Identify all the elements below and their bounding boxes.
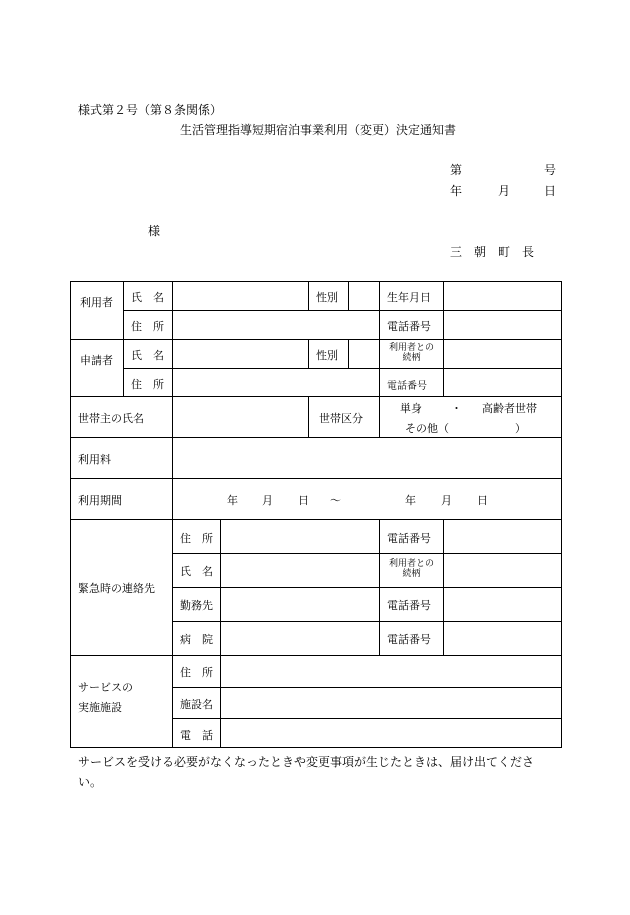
doc-number-prefix: 第 (450, 163, 463, 177)
applicant-phone-label: 電話番号 (387, 381, 427, 392)
period-end-month: 月 (441, 494, 452, 507)
emergency-name-label: 氏 名 (180, 565, 213, 578)
recipient-honorific: 様 (148, 224, 161, 238)
user-address-label: 住 所 (131, 320, 164, 333)
user-name-label: 氏 名 (131, 291, 164, 304)
household-head-label: 世帯主の氏名 (78, 412, 144, 425)
applicant-address-label: 住 所 (131, 378, 164, 391)
service-facility-label: 施設名 (180, 698, 213, 711)
emergency-hospital-label: 病 院 (180, 633, 213, 646)
user-phone-label: 電話番号 (387, 320, 431, 333)
applicant-relation-label: 利用者との 続柄 (388, 343, 434, 363)
option-separator: ・ (451, 402, 462, 415)
applicant-name-label: 氏 名 (131, 349, 164, 362)
emergency-relation-label: 利用者との 続柄 (388, 559, 434, 579)
emergency-address-label: 住 所 (180, 532, 213, 545)
period-start-month: 月 (262, 494, 273, 507)
date-year: 年 (450, 184, 463, 198)
service-phone-label: 電 話 (180, 729, 213, 742)
emergency-hospital-phone-label: 電話番号 (387, 633, 431, 646)
document-title: 生活管理指導短期宿泊事業利用（変更）決定通知書 (180, 123, 457, 137)
applicant-gender-label: 性別 (316, 349, 338, 362)
period-tilde: ～ (330, 494, 341, 507)
footer-note-line1: サービスを受ける必要がなくなったときや変更事項が生じたときは、届け出てくださ (78, 755, 535, 769)
option-elderly: 高齢者世帯 (482, 402, 537, 415)
doc-number-suffix: 号 (544, 163, 557, 177)
period-end-year: 年 (405, 494, 416, 507)
date-day: 日 (544, 184, 557, 198)
user-gender-label: 性別 (316, 291, 338, 304)
period-end-day: 日 (477, 494, 488, 507)
period-start-day: 日 (298, 494, 309, 507)
issuer: 三 朝 町 長 (450, 245, 535, 259)
fee-label: 利用料 (78, 453, 111, 466)
footer-note-line2: い。 (78, 775, 103, 789)
household-category-label: 世帯区分 (319, 412, 363, 425)
option-other: その他（ ） (405, 422, 526, 435)
form-number: 様式第２号（第８条関係） (78, 103, 223, 117)
service-label-line2: 実施施設 (78, 701, 122, 714)
emergency-workplace-label: 勤務先 (180, 599, 213, 612)
emergency-workplace-phone-label: 電話番号 (387, 599, 431, 612)
service-address-label: 住 所 (180, 666, 213, 679)
user-section-label: 利用者 (80, 296, 113, 309)
date-month: 月 (498, 184, 511, 198)
period-label: 利用期間 (78, 494, 122, 507)
emergency-section-label: 緊急時の連絡先 (78, 582, 155, 595)
service-label-line1: サービスの (78, 681, 133, 694)
user-birthdate-label: 生年月日 (387, 291, 431, 304)
option-single: 単身 (400, 402, 422, 415)
period-start-year: 年 (227, 494, 238, 507)
emergency-phone-label: 電話番号 (387, 532, 431, 545)
applicant-section-label: 申請者 (80, 354, 113, 367)
